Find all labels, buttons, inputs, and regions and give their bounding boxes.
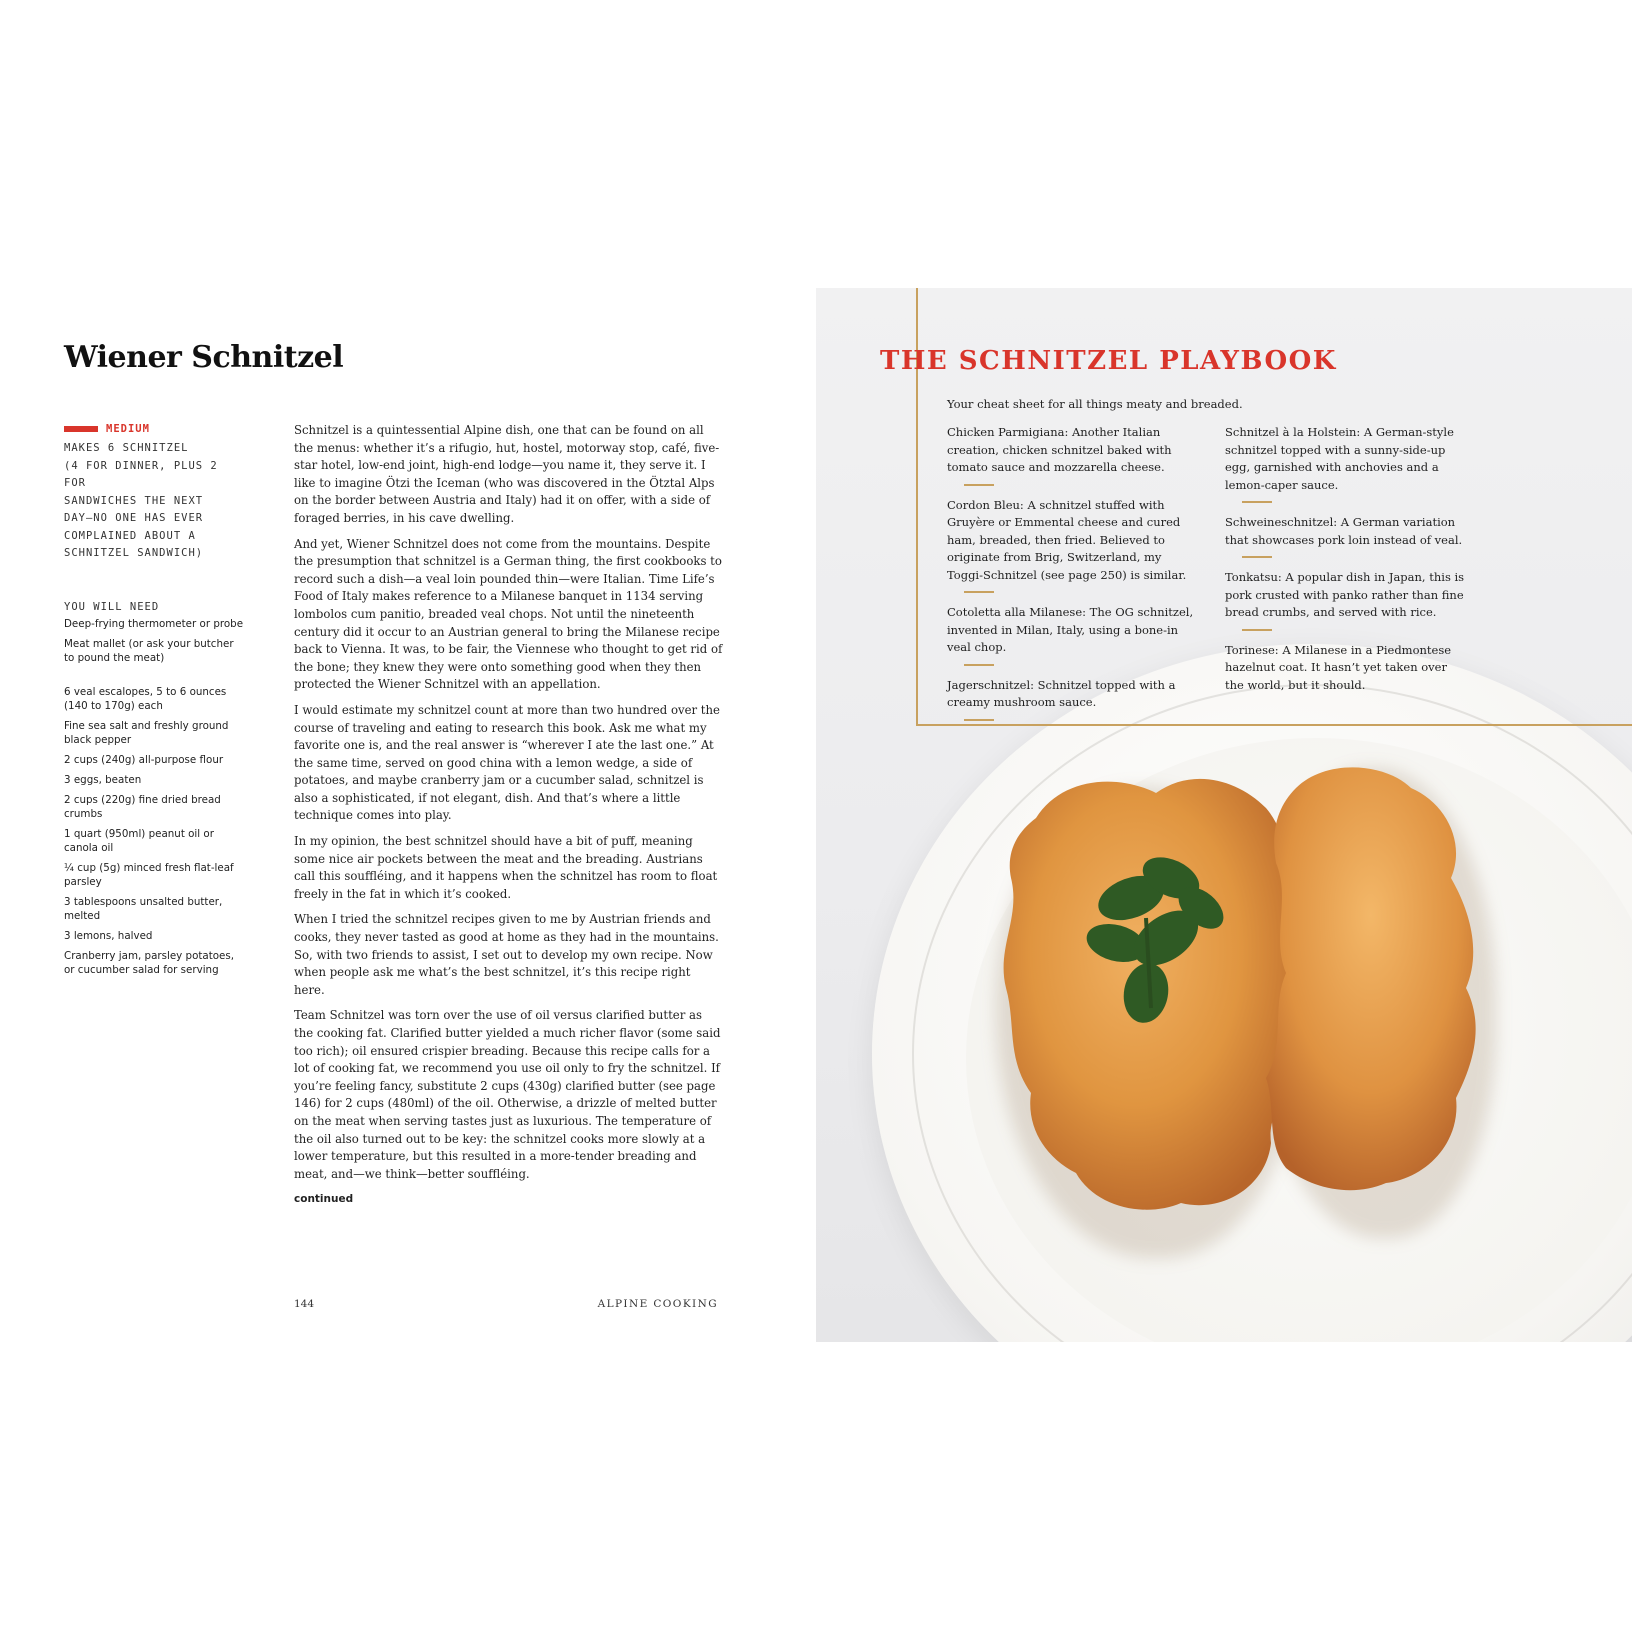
recipe-yield xyxy=(64,440,244,563)
ingredient-item: 2 cups (240g) all-purpose flour xyxy=(64,753,224,766)
playbook-divider xyxy=(964,664,994,666)
food-photo xyxy=(816,288,1632,1342)
difficulty-label: MEDIUM xyxy=(106,423,150,435)
ingredient-item: 1 quart (950ml) peanut oil or canola oil xyxy=(64,827,214,854)
difficulty-bar-icon xyxy=(64,426,98,432)
playbook-entry: Jagerschnitzel: Schnitzel topped with a creamy mushroom sauce. xyxy=(947,677,1176,709)
playbook-entry: Schnitzel à la Holstein: A German-style schnitzel topped with a sunny-side-up egg, garnished with anchovies and a lemon-caper sauce. xyxy=(1225,425,1454,492)
playbook-entry: Schweineschnitzel: A German variation that showcases pork loin instead of veal. xyxy=(1225,515,1463,547)
playbook-column-1 xyxy=(947,424,1197,732)
ingredient-item: 3 eggs, beaten xyxy=(64,773,142,786)
playbook-title: THE SCHNITZEL PLAYBOOK xyxy=(880,346,1337,376)
playbook-entry: Cotoletta alla Milanese: The OG schnitzel, invented in Milan, Italy, using a bone-in veal chop. xyxy=(947,605,1194,654)
yield-line: SANDWICHES THE NEXT xyxy=(64,494,204,507)
playbook-column-2 xyxy=(1225,424,1465,694)
schnitzel-right xyxy=(1266,767,1476,1190)
yield-line: DAY—NO ONE HAS EVER xyxy=(64,512,204,524)
playbook-divider xyxy=(964,484,994,486)
you-will-need-heading: YOU WILL NEED xyxy=(64,600,160,613)
difficulty-badge xyxy=(64,422,244,436)
playbook-entry: Cordon Bleu: A schnitzel stuffed with Gruyère or Emmental cheese and cured ham, breaded, then fried. Believed to originate from Brig, Switzerland, my Toggi-Schnitzel (see page 250) is similar. xyxy=(947,497,1187,582)
page-footer xyxy=(294,1298,718,1310)
playbook-divider xyxy=(1242,556,1272,558)
schnitzel-illustration xyxy=(966,748,1526,1248)
ingredient-list xyxy=(64,685,244,977)
ingredient-item: 3 lemons, halved xyxy=(64,929,153,942)
playbook-divider xyxy=(1242,629,1272,631)
tool-item: Deep-frying thermometer or probe xyxy=(64,617,244,630)
body-paragraph: I would estimate my schnitzel count at more than two hundred over the course of traveling and eating to research this book. Ask me what my favorite one is, and the real answer is “wherever I ate the last one.” At the same time, served on good china with a lemon wedge, a side of potatoes, and maybe cranberry jam or a cucumber salad, schnitzel is also a sophisticated, if not elegant, dish. And that’s where a little technique comes into play. xyxy=(294,702,720,823)
running-book-title: ALPINE COOKING xyxy=(597,1298,718,1310)
yield-line: COMPLAINED ABOUT A xyxy=(64,529,196,542)
yield-line: MAKES 6 SCHNITZEL xyxy=(64,442,189,454)
ingredient-item: Cranberry jam, parsley potatoes, or cucumber salad for serving xyxy=(64,949,235,976)
tools-list xyxy=(64,617,244,665)
ingredient-item: 6 veal escalopes, 5 to 6 ounces (140 to 170g) each xyxy=(64,685,227,712)
ingredient-item: ¼ cup (5g) minced fresh flat-leaf parsley xyxy=(64,861,234,888)
ingredient-item: Fine sea salt and freshly ground black pepper xyxy=(64,719,229,746)
yield-line: SCHNITZEL SANDWICH) xyxy=(64,547,204,559)
continued-label: continued xyxy=(294,1193,354,1206)
recipe-body xyxy=(294,422,724,1217)
ingredient-item: 2 cups (220g) fine dried bread crumbs xyxy=(64,793,221,820)
page-number: 144 xyxy=(294,1298,315,1310)
body-paragraph: And yet, Wiener Schnitzel does not come from the mountains. Despite the presumption that schnitzel is a German thing, the first cookbooks to record such a dish—a veal loin pounded thin—were Italian. Time Life’s Food of Italy makes reference to a Milanese banquet in 1134 serving lombolos cum panitio, breaded veal chops. Not until the nineteenth century did it occur to an Austrian general to bring the Milanese recipe back to Vienna. It was, to be fair, the Viennese who thought to get rid of the bone; they knew they were onto something good when they then protected the Wiener Schnitzel with an appellation. xyxy=(294,536,723,692)
recipe-title: Wiener Schnitzel xyxy=(64,340,344,375)
tool-item: Meat mallet (or ask your butcher to pound the meat) xyxy=(64,637,234,664)
playbook-entry: Torinese: A Milanese in a Piedmontese hazelnut coat. It hasn’t yet taken over the world, but it should. xyxy=(1225,642,1452,692)
body-paragraph: Team Schnitzel was torn over the use of oil versus clarified butter as the cooking fat. Clarified butter yielded a much richer flavor (some said too rich); oil ensured crispier breading. Because this recipe calls for a lot of cooking fat, we recommend you use oil only to fry the schnitzel. If you’re feeling fancy, substitute 2 cups (430g) clarified butter (see page 146) for 2 cups (480ml) of the oil. Otherwise, a drizzle of melted butter on the meat when serving tastes just as luxurious. The temperature of the oil also turned out to be key: the schnitzel cooks more slowly at a lower temperature, but this resulted in a more-tender breading and meat, and—we think—better souffléing. xyxy=(294,1008,721,1181)
yield-line: (4 FOR DINNER, PLUS 2 FOR xyxy=(64,459,218,489)
body-paragraph: Schnitzel is a quintessential Alpine dish, one that can be found on all the menus: whether it’s a rifugio, hut, hostel, motorway stop, café, five-star hotel, low-end joint, high-end lodge—you name it, they serve it. I like to imagine Ötzi the Iceman (who was discovered in the Ötztal Alps on the border between Austria and Italy) had it on offer, with a side of foraged berries, in his cave dwelling. xyxy=(294,423,720,525)
playbook-entry: Tonkatsu: A popular dish in Japan, this is pork crusted with panko rather than fine bread crumbs, and served with rice. xyxy=(1225,570,1465,619)
playbook-divider xyxy=(1242,501,1272,503)
playbook-divider xyxy=(964,719,994,721)
recipe-sidebar xyxy=(64,422,244,983)
ingredient-item: 3 tablespoons unsalted butter, melted xyxy=(64,895,223,922)
body-paragraph: When I tried the schnitzel recipes given to me by Austrian friends and cooks, they never tasted as good at home as they had in the mountains. So, with two friends to assist, I set out to develop my own recipe. Now when people ask me what’s the best schnitzel, it’s this recipe right here. xyxy=(294,912,719,997)
playbook-entry: Chicken Parmigiana: Another Italian creation, chicken schnitzel baked with tomato sauce and mozzarella cheese. xyxy=(947,425,1172,474)
playbook-divider xyxy=(964,591,994,593)
playbook-intro: Your cheat sheet for all things meaty and breaded. xyxy=(947,397,1243,411)
body-paragraph: In my opinion, the best schnitzel should have a bit of puff, meaning some nice air pockets between the meat and the breading. Austrians call this souffléing, and it happens when the schnitzel has room to float freely in the fat in which it’s cooked. xyxy=(294,834,718,901)
